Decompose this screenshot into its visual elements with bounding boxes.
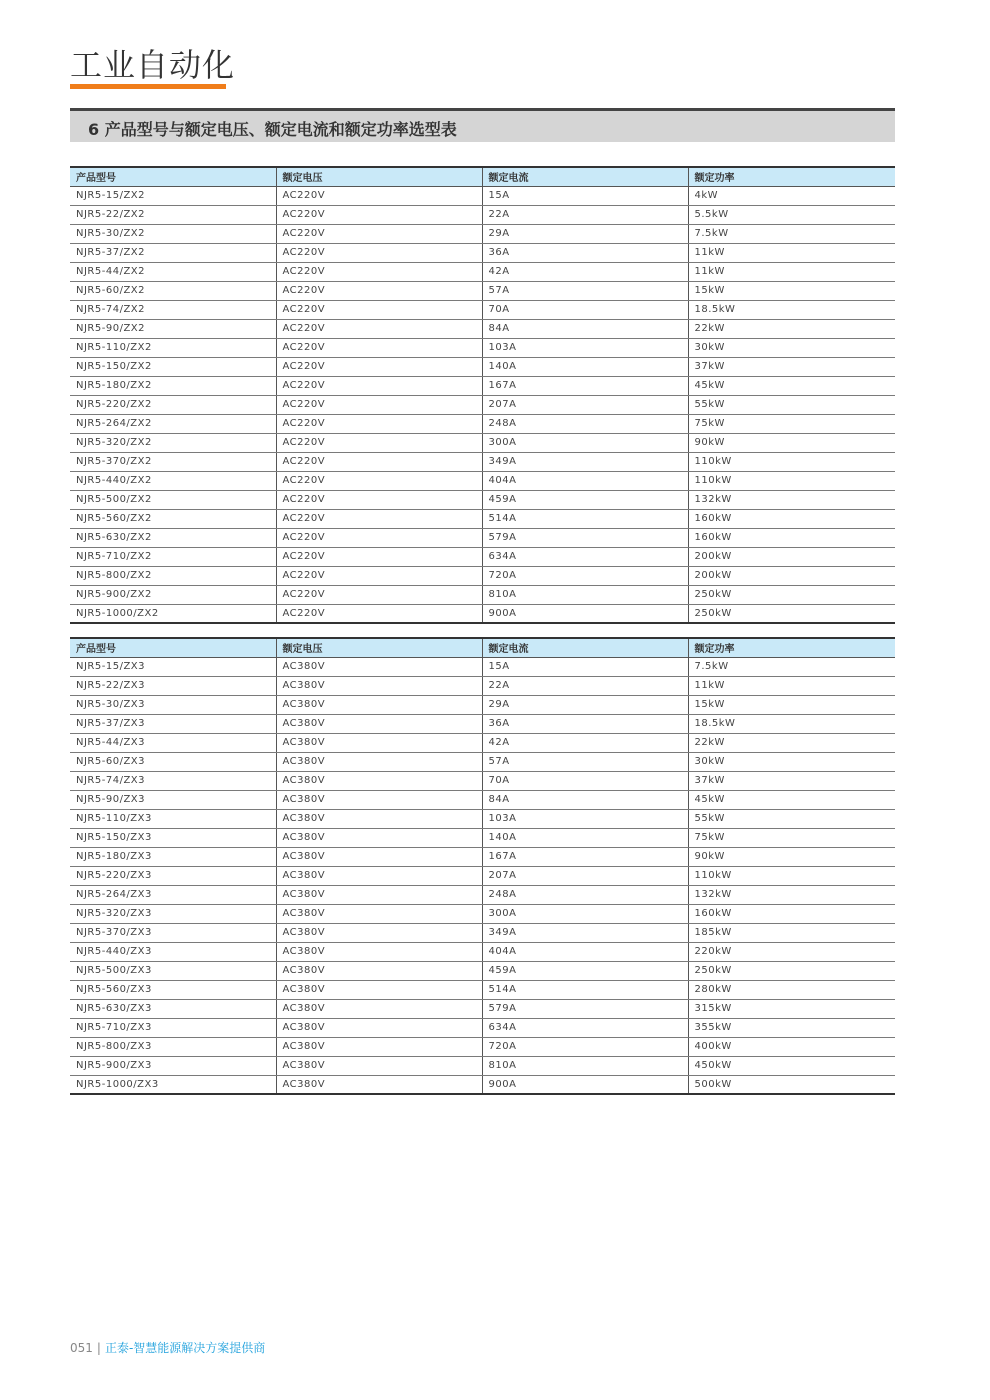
cell-current: 15A <box>482 657 688 676</box>
cell-model: NJR5-630/ZX3 <box>70 999 276 1018</box>
table-row <box>70 923 895 942</box>
cell-current: 42A <box>482 262 688 281</box>
cell-current: 15A <box>482 186 688 205</box>
cell-voltage: AC380V <box>276 657 482 676</box>
cell-power: 5.5kW <box>688 205 895 224</box>
table-row <box>70 790 895 809</box>
cell-current: 634A <box>482 1018 688 1037</box>
cell-model: NJR5-110/ZX3 <box>70 809 276 828</box>
page-title: 工业自动化 <box>70 46 236 84</box>
cell-model: NJR5-440/ZX3 <box>70 942 276 961</box>
cell-current: 248A <box>482 414 688 433</box>
cell-power: 400kW <box>688 1037 895 1056</box>
cell-current: 140A <box>482 357 688 376</box>
cell-current: 167A <box>482 847 688 866</box>
table-row <box>70 338 895 357</box>
table-body <box>70 186 895 623</box>
cell-model: NJR5-800/ZX3 <box>70 1037 276 1056</box>
cell-power: 22kW <box>688 319 895 338</box>
cell-voltage: AC380V <box>276 1018 482 1037</box>
cell-voltage: AC220V <box>276 395 482 414</box>
table-row <box>70 186 895 205</box>
table-row <box>70 961 895 980</box>
cell-model: NJR5-180/ZX2 <box>70 376 276 395</box>
cell-model: NJR5-15/ZX3 <box>70 657 276 676</box>
cell-power: 450kW <box>688 1056 895 1075</box>
table-row <box>70 866 895 885</box>
cell-voltage: AC380V <box>276 771 482 790</box>
cell-current: 70A <box>482 771 688 790</box>
cell-voltage: AC380V <box>276 885 482 904</box>
section-banner <box>70 108 895 142</box>
cell-power: 90kW <box>688 847 895 866</box>
cell-model: NJR5-22/ZX3 <box>70 676 276 695</box>
table-row <box>70 695 895 714</box>
cell-voltage: AC220V <box>276 528 482 547</box>
table-row <box>70 714 895 733</box>
cell-voltage: AC220V <box>276 433 482 452</box>
cell-current: 42A <box>482 733 688 752</box>
cell-power: 11kW <box>688 676 895 695</box>
cell-current: 459A <box>482 961 688 980</box>
cell-current: 514A <box>482 509 688 528</box>
cell-power: 355kW <box>688 1018 895 1037</box>
col-header-current: 额定电流 <box>482 638 688 657</box>
table-row <box>70 847 895 866</box>
cell-voltage: AC220V <box>276 243 482 262</box>
cell-model: NJR5-1000/ZX2 <box>70 604 276 623</box>
cell-current: 300A <box>482 904 688 923</box>
cell-voltage: AC380V <box>276 733 482 752</box>
cell-power: 500kW <box>688 1075 895 1094</box>
cell-voltage: AC380V <box>276 1037 482 1056</box>
cell-model: NJR5-220/ZX3 <box>70 866 276 885</box>
cell-current: 70A <box>482 300 688 319</box>
table-row <box>70 376 895 395</box>
cell-current: 29A <box>482 224 688 243</box>
table-row <box>70 395 895 414</box>
cell-power: 315kW <box>688 999 895 1018</box>
cell-model: NJR5-110/ZX2 <box>70 338 276 357</box>
table-row <box>70 1075 895 1094</box>
table-row <box>70 281 895 300</box>
cell-current: 404A <box>482 942 688 961</box>
cell-voltage: AC380V <box>276 866 482 885</box>
cell-power: 15kW <box>688 281 895 300</box>
cell-current: 248A <box>482 885 688 904</box>
cell-model: NJR5-22/ZX2 <box>70 205 276 224</box>
cell-current: 84A <box>482 319 688 338</box>
cell-current: 103A <box>482 809 688 828</box>
cell-power: 250kW <box>688 585 895 604</box>
cell-model: NJR5-150/ZX3 <box>70 828 276 847</box>
table-row <box>70 733 895 752</box>
cell-model: NJR5-500/ZX2 <box>70 490 276 509</box>
cell-model: NJR5-60/ZX2 <box>70 281 276 300</box>
cell-voltage: AC220V <box>276 281 482 300</box>
cell-power: 110kW <box>688 452 895 471</box>
cell-voltage: AC220V <box>276 300 482 319</box>
cell-power: 15kW <box>688 695 895 714</box>
cell-model: NJR5-60/ZX3 <box>70 752 276 771</box>
table-header-row <box>70 167 895 186</box>
cell-power: 45kW <box>688 376 895 395</box>
cell-voltage: AC220V <box>276 376 482 395</box>
cell-current: 300A <box>482 433 688 452</box>
table-row <box>70 1037 895 1056</box>
cell-voltage: AC380V <box>276 999 482 1018</box>
cell-voltage: AC220V <box>276 604 482 623</box>
cell-current: 459A <box>482 490 688 509</box>
cell-model: NJR5-90/ZX3 <box>70 790 276 809</box>
cell-power: 22kW <box>688 733 895 752</box>
cell-current: 579A <box>482 528 688 547</box>
table-row <box>70 828 895 847</box>
cell-model: NJR5-90/ZX2 <box>70 319 276 338</box>
cell-power: 250kW <box>688 604 895 623</box>
cell-current: 514A <box>482 980 688 999</box>
cell-voltage: AC220V <box>276 490 482 509</box>
cell-model: NJR5-44/ZX2 <box>70 262 276 281</box>
cell-model: NJR5-900/ZX2 <box>70 585 276 604</box>
cell-model: NJR5-30/ZX3 <box>70 695 276 714</box>
cell-power: 45kW <box>688 790 895 809</box>
cell-power: 4kW <box>688 186 895 205</box>
cell-model: NJR5-630/ZX2 <box>70 528 276 547</box>
page-number: 051 <box>70 1341 93 1355</box>
cell-model: NJR5-1000/ZX3 <box>70 1075 276 1094</box>
cell-voltage: AC220V <box>276 566 482 585</box>
cell-current: 634A <box>482 547 688 566</box>
cell-power: 160kW <box>688 904 895 923</box>
cell-power: 185kW <box>688 923 895 942</box>
cell-voltage: AC380V <box>276 847 482 866</box>
table-row <box>70 262 895 281</box>
table-row <box>70 585 895 604</box>
selection-table-zx3 <box>70 637 895 1095</box>
cell-model: NJR5-320/ZX2 <box>70 433 276 452</box>
cell-current: 22A <box>482 205 688 224</box>
cell-current: 720A <box>482 1037 688 1056</box>
cell-voltage: AC380V <box>276 676 482 695</box>
col-header-voltage: 额定电压 <box>276 167 482 186</box>
table-row <box>70 566 895 585</box>
cell-power: 55kW <box>688 809 895 828</box>
cell-voltage: AC380V <box>276 790 482 809</box>
cell-current: 404A <box>482 471 688 490</box>
table-row <box>70 205 895 224</box>
cell-power: 11kW <box>688 243 895 262</box>
cell-power: 30kW <box>688 752 895 771</box>
table-row <box>70 319 895 338</box>
cell-voltage: AC220V <box>276 205 482 224</box>
cell-current: 84A <box>482 790 688 809</box>
cell-model: NJR5-500/ZX3 <box>70 961 276 980</box>
cell-model: NJR5-74/ZX2 <box>70 300 276 319</box>
cell-model: NJR5-560/ZX2 <box>70 509 276 528</box>
footer-separator: | <box>96 1341 101 1355</box>
cell-power: 250kW <box>688 961 895 980</box>
cell-power: 200kW <box>688 566 895 585</box>
cell-power: 132kW <box>688 490 895 509</box>
table-header-row <box>70 638 895 657</box>
table-row <box>70 243 895 262</box>
cell-current: 579A <box>482 999 688 1018</box>
cell-current: 57A <box>482 281 688 300</box>
col-header-model: 产品型号 <box>70 638 276 657</box>
cell-power: 220kW <box>688 942 895 961</box>
table-row <box>70 224 895 243</box>
cell-model: NJR5-150/ZX2 <box>70 357 276 376</box>
cell-voltage: AC380V <box>276 1075 482 1094</box>
cell-power: 37kW <box>688 357 895 376</box>
cell-power: 11kW <box>688 262 895 281</box>
footer-tagline: 正泰-智慧能源解决方案提供商 <box>104 1341 266 1355</box>
cell-current: 810A <box>482 585 688 604</box>
table-row <box>70 657 895 676</box>
table-row <box>70 942 895 961</box>
cell-model: NJR5-264/ZX2 <box>70 414 276 433</box>
table-row <box>70 771 895 790</box>
cell-power: 132kW <box>688 885 895 904</box>
cell-power: 75kW <box>688 828 895 847</box>
cell-power: 7.5kW <box>688 224 895 243</box>
cell-model: NJR5-37/ZX2 <box>70 243 276 262</box>
table-row <box>70 809 895 828</box>
cell-power: 18.5kW <box>688 300 895 319</box>
col-header-voltage: 额定电压 <box>276 638 482 657</box>
cell-voltage: AC220V <box>276 224 482 243</box>
cell-current: 900A <box>482 604 688 623</box>
selection-table-zx2 <box>70 166 895 624</box>
cell-model: NJR5-710/ZX3 <box>70 1018 276 1037</box>
cell-current: 810A <box>482 1056 688 1075</box>
cell-voltage: AC220V <box>276 509 482 528</box>
table-row <box>70 604 895 623</box>
cell-model: NJR5-560/ZX3 <box>70 980 276 999</box>
table-row <box>70 471 895 490</box>
cell-model: NJR5-320/ZX3 <box>70 904 276 923</box>
table-row <box>70 490 895 509</box>
cell-current: 720A <box>482 566 688 585</box>
cell-current: 207A <box>482 866 688 885</box>
col-header-current: 额定电流 <box>482 167 688 186</box>
cell-current: 167A <box>482 376 688 395</box>
table-row <box>70 452 895 471</box>
cell-current: 29A <box>482 695 688 714</box>
cell-power: 160kW <box>688 509 895 528</box>
cell-model: NJR5-370/ZX3 <box>70 923 276 942</box>
col-header-power: 额定功率 <box>688 167 895 186</box>
cell-current: 57A <box>482 752 688 771</box>
cell-power: 18.5kW <box>688 714 895 733</box>
title-underline <box>70 84 226 89</box>
cell-model: NJR5-74/ZX3 <box>70 771 276 790</box>
cell-power: 37kW <box>688 771 895 790</box>
table-row <box>70 752 895 771</box>
cell-voltage: AC380V <box>276 904 482 923</box>
cell-voltage: AC220V <box>276 471 482 490</box>
cell-voltage: AC380V <box>276 828 482 847</box>
table-row <box>70 999 895 1018</box>
cell-current: 349A <box>482 452 688 471</box>
cell-voltage: AC380V <box>276 809 482 828</box>
cell-voltage: AC380V <box>276 961 482 980</box>
cell-model: NJR5-900/ZX3 <box>70 1056 276 1075</box>
table-row <box>70 885 895 904</box>
table-row <box>70 904 895 923</box>
cell-model: NJR5-30/ZX2 <box>70 224 276 243</box>
table-row <box>70 1018 895 1037</box>
cell-power: 280kW <box>688 980 895 999</box>
table-row <box>70 414 895 433</box>
cell-power: 110kW <box>688 866 895 885</box>
cell-model: NJR5-800/ZX2 <box>70 566 276 585</box>
table-row <box>70 547 895 566</box>
cell-current: 22A <box>482 676 688 695</box>
cell-current: 36A <box>482 714 688 733</box>
cell-voltage: AC380V <box>276 923 482 942</box>
cell-model: NJR5-370/ZX2 <box>70 452 276 471</box>
cell-voltage: AC220V <box>276 338 482 357</box>
cell-power: 30kW <box>688 338 895 357</box>
table-row <box>70 1056 895 1075</box>
table-row <box>70 980 895 999</box>
cell-power: 55kW <box>688 395 895 414</box>
cell-voltage: AC220V <box>276 547 482 566</box>
cell-power: 110kW <box>688 471 895 490</box>
cell-voltage: AC380V <box>276 695 482 714</box>
cell-voltage: AC220V <box>276 262 482 281</box>
page-footer <box>70 1339 265 1356</box>
table-row <box>70 509 895 528</box>
cell-voltage: AC220V <box>276 357 482 376</box>
cell-voltage: AC380V <box>276 980 482 999</box>
cell-voltage: AC220V <box>276 585 482 604</box>
cell-voltage: AC380V <box>276 1056 482 1075</box>
cell-current: 207A <box>482 395 688 414</box>
cell-current: 140A <box>482 828 688 847</box>
col-header-power: 额定功率 <box>688 638 895 657</box>
table-row <box>70 357 895 376</box>
cell-power: 160kW <box>688 528 895 547</box>
cell-voltage: AC220V <box>276 186 482 205</box>
cell-model: NJR5-220/ZX2 <box>70 395 276 414</box>
cell-voltage: AC220V <box>276 319 482 338</box>
cell-current: 103A <box>482 338 688 357</box>
cell-voltage: AC380V <box>276 714 482 733</box>
col-header-model: 产品型号 <box>70 167 276 186</box>
table-row <box>70 433 895 452</box>
cell-power: 75kW <box>688 414 895 433</box>
cell-voltage: AC380V <box>276 752 482 771</box>
cell-power: 200kW <box>688 547 895 566</box>
cell-model: NJR5-37/ZX3 <box>70 714 276 733</box>
table-row <box>70 300 895 319</box>
cell-voltage: AC380V <box>276 942 482 961</box>
cell-power: 90kW <box>688 433 895 452</box>
cell-current: 900A <box>482 1075 688 1094</box>
section-title: 6 产品型号与额定电压、额定电流和额定功率选型表 <box>88 120 457 139</box>
cell-power: 7.5kW <box>688 657 895 676</box>
table-row <box>70 676 895 695</box>
cell-current: 349A <box>482 923 688 942</box>
cell-model: NJR5-264/ZX3 <box>70 885 276 904</box>
cell-model: NJR5-710/ZX2 <box>70 547 276 566</box>
cell-model: NJR5-440/ZX2 <box>70 471 276 490</box>
table-row <box>70 528 895 547</box>
cell-voltage: AC220V <box>276 414 482 433</box>
cell-current: 36A <box>482 243 688 262</box>
cell-voltage: AC220V <box>276 452 482 471</box>
cell-model: NJR5-44/ZX3 <box>70 733 276 752</box>
table-body <box>70 657 895 1094</box>
cell-model: NJR5-180/ZX3 <box>70 847 276 866</box>
cell-model: NJR5-15/ZX2 <box>70 186 276 205</box>
